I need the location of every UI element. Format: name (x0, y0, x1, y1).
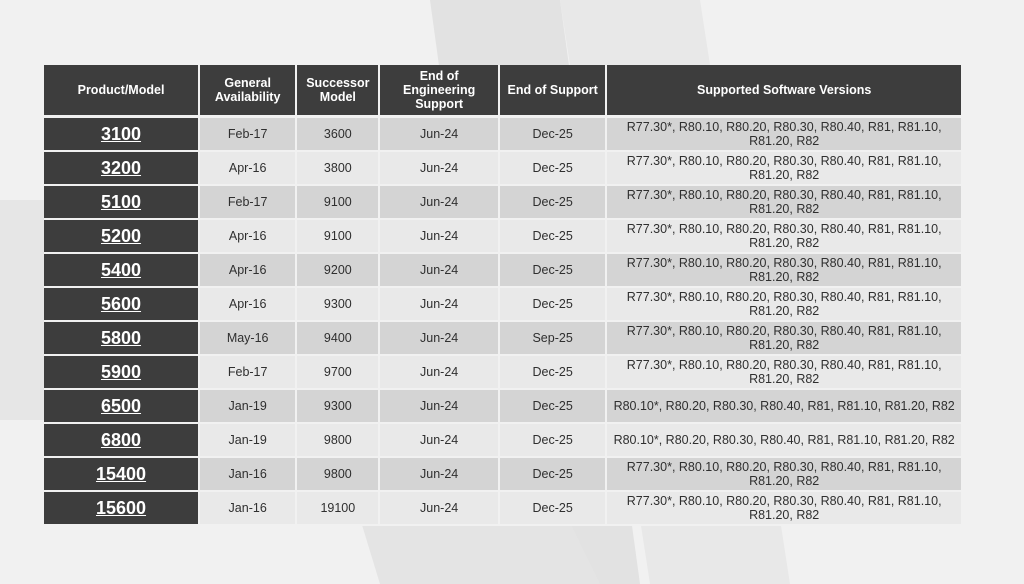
successor-model-cell: 9400 (297, 322, 380, 356)
general-availability-cell: May-16 (200, 322, 297, 356)
general-availability-cell: Apr-16 (200, 288, 297, 322)
header-successor-model: Successor Model (297, 65, 380, 118)
lifecycle-table (44, 65, 961, 526)
header-general-availability: General Availability (200, 65, 297, 118)
end-of-engineering-support-cell: Jun-24 (380, 186, 500, 220)
general-availability-cell: Jan-16 (200, 492, 297, 526)
model-link[interactable]: 5600 (44, 288, 200, 322)
end-of-support-cell: Dec-25 (500, 254, 607, 288)
header-end-of-engineering-support: End of Engineering Support (380, 65, 500, 118)
successor-model-cell: 9300 (297, 390, 380, 424)
successor-model-cell: 9800 (297, 424, 380, 458)
end-of-engineering-support-cell: Jun-24 (380, 118, 500, 152)
end-of-engineering-support-cell: Jun-24 (380, 356, 500, 390)
end-of-support-cell: Dec-25 (500, 492, 607, 526)
supported-software-versions-cell: R80.10*, R80.20, R80.30, R80.40, R81, R81.10, R81.20, R82 (607, 390, 961, 424)
general-availability-cell: Feb-17 (200, 356, 297, 390)
successor-model-cell: 9300 (297, 288, 380, 322)
general-availability-cell: Apr-16 (200, 152, 297, 186)
end-of-support-cell: Dec-25 (500, 288, 607, 322)
model-link[interactable]: 15400 (44, 458, 200, 492)
lifecycle-table-container (44, 65, 961, 526)
general-availability-cell: Jan-16 (200, 458, 297, 492)
table-row (44, 322, 961, 356)
end-of-engineering-support-cell: Jun-24 (380, 458, 500, 492)
end-of-support-cell: Dec-25 (500, 118, 607, 152)
general-availability-cell: Jan-19 (200, 390, 297, 424)
end-of-engineering-support-cell: Jun-24 (380, 220, 500, 254)
table-row (44, 118, 961, 152)
table-row (44, 152, 961, 186)
end-of-engineering-support-cell: Jun-24 (380, 390, 500, 424)
end-of-support-cell: Dec-25 (500, 390, 607, 424)
model-link[interactable]: 5400 (44, 254, 200, 288)
supported-software-versions-cell: R77.30*, R80.10, R80.20, R80.30, R80.40, R81, R81.10, R81.20, R82 (607, 220, 961, 254)
successor-model-cell: 9100 (297, 220, 380, 254)
header-supported-software-versions: Supported Software Versions (607, 65, 961, 118)
successor-model-cell: 3600 (297, 118, 380, 152)
end-of-support-cell: Sep-25 (500, 322, 607, 356)
successor-model-cell: 9800 (297, 458, 380, 492)
supported-software-versions-cell: R77.30*, R80.10, R80.20, R80.30, R80.40, R81, R81.10, R81.20, R82 (607, 492, 961, 526)
end-of-support-cell: Dec-25 (500, 152, 607, 186)
successor-model-cell: 3800 (297, 152, 380, 186)
end-of-engineering-support-cell: Jun-24 (380, 492, 500, 526)
supported-software-versions-cell: R77.30*, R80.10, R80.20, R80.30, R80.40, R81, R81.10, R81.20, R82 (607, 118, 961, 152)
end-of-engineering-support-cell: Jun-24 (380, 424, 500, 458)
end-of-support-cell: Dec-25 (500, 220, 607, 254)
table-body (44, 118, 961, 526)
end-of-engineering-support-cell: Jun-24 (380, 152, 500, 186)
end-of-support-cell: Dec-25 (500, 356, 607, 390)
supported-software-versions-cell: R77.30*, R80.10, R80.20, R80.30, R80.40, R81, R81.10, R81.20, R82 (607, 254, 961, 288)
general-availability-cell: Feb-17 (200, 118, 297, 152)
model-link[interactable]: 3100 (44, 118, 200, 152)
end-of-support-cell: Dec-25 (500, 186, 607, 220)
successor-model-cell: 9100 (297, 186, 380, 220)
table-row (44, 186, 961, 220)
general-availability-cell: Apr-16 (200, 220, 297, 254)
model-link[interactable]: 5900 (44, 356, 200, 390)
successor-model-cell: 19100 (297, 492, 380, 526)
end-of-engineering-support-cell: Jun-24 (380, 254, 500, 288)
supported-software-versions-cell: R77.30*, R80.10, R80.20, R80.30, R80.40, R81, R81.10, R81.20, R82 (607, 356, 961, 390)
supported-software-versions-cell: R77.30*, R80.10, R80.20, R80.30, R80.40, R81, R81.10, R81.20, R82 (607, 288, 961, 322)
table-header (44, 65, 961, 118)
general-availability-cell: Feb-17 (200, 186, 297, 220)
model-link[interactable]: 15600 (44, 492, 200, 526)
model-link[interactable]: 3200 (44, 152, 200, 186)
successor-model-cell: 9200 (297, 254, 380, 288)
general-availability-cell: Apr-16 (200, 254, 297, 288)
supported-software-versions-cell: R77.30*, R80.10, R80.20, R80.30, R80.40, R81, R81.10, R81.20, R82 (607, 458, 961, 492)
model-link[interactable]: 5100 (44, 186, 200, 220)
model-link[interactable]: 5200 (44, 220, 200, 254)
header-product-model: Product/Model (44, 65, 200, 118)
model-link[interactable]: 6500 (44, 390, 200, 424)
successor-model-cell: 9700 (297, 356, 380, 390)
model-link[interactable]: 6800 (44, 424, 200, 458)
supported-software-versions-cell: R80.10*, R80.20, R80.30, R80.40, R81, R81.10, R81.20, R82 (607, 424, 961, 458)
header-end-of-support: End of Support (500, 65, 607, 118)
supported-software-versions-cell: R77.30*, R80.10, R80.20, R80.30, R80.40, R81, R81.10, R81.20, R82 (607, 152, 961, 186)
end-of-engineering-support-cell: Jun-24 (380, 288, 500, 322)
table-row (44, 220, 961, 254)
end-of-support-cell: Dec-25 (500, 424, 607, 458)
table-row (44, 492, 961, 526)
general-availability-cell: Jan-19 (200, 424, 297, 458)
end-of-engineering-support-cell: Jun-24 (380, 322, 500, 356)
table-row (44, 424, 961, 458)
supported-software-versions-cell: R77.30*, R80.10, R80.20, R80.30, R80.40, R81, R81.10, R81.20, R82 (607, 322, 961, 356)
table-row (44, 356, 961, 390)
table-row (44, 288, 961, 322)
header-row (44, 65, 961, 118)
table-row (44, 390, 961, 424)
model-link[interactable]: 5800 (44, 322, 200, 356)
table-row (44, 458, 961, 492)
end-of-support-cell: Dec-25 (500, 458, 607, 492)
table-row (44, 254, 961, 288)
supported-software-versions-cell: R77.30*, R80.10, R80.20, R80.30, R80.40, R81, R81.10, R81.20, R82 (607, 186, 961, 220)
